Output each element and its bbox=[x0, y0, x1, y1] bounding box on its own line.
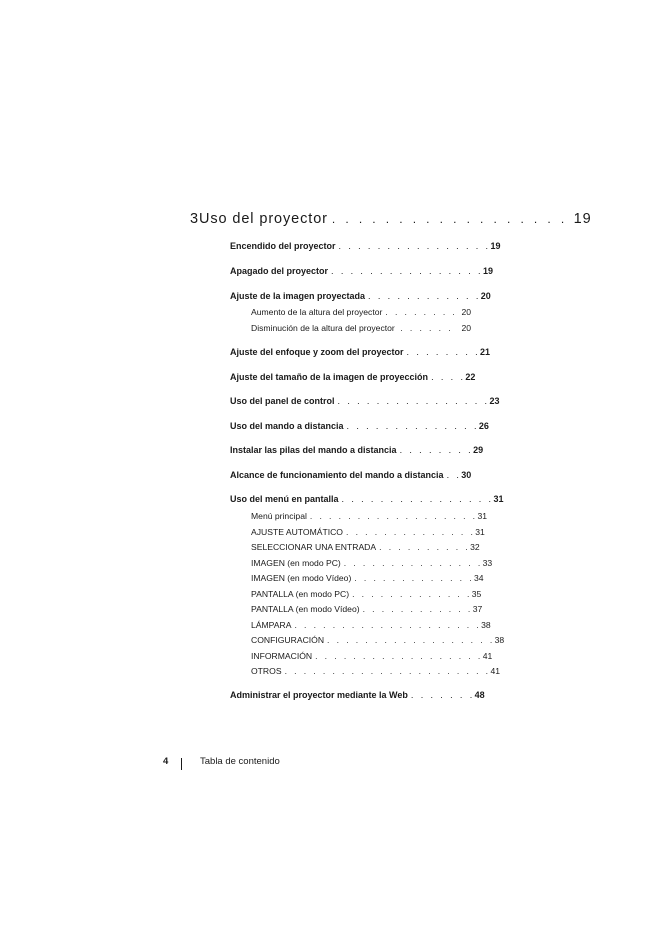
leader-dots: . . . . . . . . . . . . . . bbox=[346, 527, 476, 537]
toc-entry-title: Apagado del proyector bbox=[230, 266, 329, 276]
toc-subentry[interactable] bbox=[251, 558, 493, 572]
leader-dots: . . . . . . . bbox=[410, 690, 475, 700]
toc-entry-title: AJUSTE AUTOMÁTICO bbox=[251, 527, 343, 537]
toc-entry-title: LÁMPARA bbox=[251, 620, 292, 630]
leader-dots: . . . . . . . . . . . . . . . . . . bbox=[309, 511, 478, 521]
toc-entry-page: 35 bbox=[471, 589, 482, 599]
toc-entry-page: 20 bbox=[480, 291, 491, 301]
chapter-title: Uso del proyector bbox=[198, 211, 328, 227]
toc-entry-title: INFORMACIÓN bbox=[251, 651, 313, 661]
toc-entry-title: Alcance de funcionamiento del mando a distancia bbox=[230, 470, 444, 480]
leader-dots: . . . . . . . . . . . . . . . . . . . . . . bbox=[284, 666, 491, 676]
leader-dots: . . . . . . . . . . . . . . . bbox=[343, 558, 483, 568]
toc-entry-page: 21 bbox=[480, 347, 491, 357]
page-footer bbox=[163, 754, 280, 768]
toc-entry-title: CONFIGURACIÓN bbox=[251, 635, 325, 645]
toc-subentry[interactable] bbox=[251, 604, 483, 618]
toc-entry-page: 19 bbox=[490, 241, 501, 251]
leader-dots: . . . . . . . . . . . . . . . . . . bbox=[315, 651, 483, 661]
leader-dots: . . . . . . . . bbox=[385, 307, 458, 317]
leader-dots: . . . . . . . . . . . . . . . . bbox=[337, 396, 490, 406]
toc-entry-title: OTROS bbox=[251, 666, 282, 676]
leader-dots: . . . . . . . . . . . . . . . . . . . . bbox=[294, 620, 482, 630]
toc-entry-title: SELECCIONAR UNA ENTRADA bbox=[251, 542, 377, 552]
toc-entry[interactable] bbox=[230, 347, 491, 361]
leader-dots: . . . . . . . . . . . . bbox=[368, 291, 481, 301]
leader-dots: . . . . . . . . . . . . . . . . . . bbox=[327, 635, 495, 645]
chapter-heading[interactable] bbox=[190, 211, 592, 231]
footer-divider bbox=[181, 758, 182, 770]
toc-subentry[interactable] bbox=[251, 651, 493, 665]
toc-subentry[interactable] bbox=[251, 511, 488, 525]
toc-entry-title: Aumento de la altura del proyector bbox=[251, 307, 383, 317]
toc-entry-title: Instalar las pilas del mando a distancia bbox=[230, 445, 397, 455]
toc-entry[interactable] bbox=[230, 291, 491, 305]
toc-entry-page: 31 bbox=[477, 511, 488, 521]
leader-dots: . . . . . . . . . . . . . . . . bbox=[331, 266, 483, 276]
toc-entry[interactable] bbox=[230, 470, 471, 484]
toc-entry[interactable] bbox=[230, 494, 504, 508]
toc-entry[interactable] bbox=[230, 372, 476, 386]
toc-entry-page: 48 bbox=[474, 690, 485, 700]
toc-entry-page: 30 bbox=[461, 470, 472, 480]
toc-entry-title: Uso del menú en pantalla bbox=[230, 494, 339, 504]
toc-subentry[interactable] bbox=[251, 589, 482, 603]
toc-entry-page: 20 bbox=[461, 323, 471, 333]
toc-entry-page: 22 bbox=[465, 372, 476, 382]
leader-dots: . . . . . . . . bbox=[406, 347, 481, 357]
leader-dots: . . . . . . . . . . bbox=[379, 542, 471, 552]
toc-entry-title: Ajuste de la imagen proyectada bbox=[230, 291, 366, 301]
toc-entry-page: 38 bbox=[481, 620, 491, 630]
toc-entry-page: 26 bbox=[478, 421, 489, 431]
footer-page-number: 4 bbox=[163, 755, 169, 767]
chapter-number: 3 bbox=[190, 211, 199, 227]
leader-dots: . . . . . . . . . . . . . bbox=[352, 589, 472, 599]
leader-dots: . . . . . . bbox=[400, 323, 453, 333]
toc-entry-page: 34 bbox=[474, 573, 484, 583]
toc-entry-title: IMAGEN (en modo Vídeo) bbox=[251, 573, 352, 583]
leader-dots: . . . . . . . . . . . . . . bbox=[346, 421, 479, 431]
toc-entry[interactable] bbox=[230, 241, 501, 255]
toc-entry-page: 31 bbox=[493, 494, 504, 504]
leader-dots: . . bbox=[446, 470, 462, 480]
toc-entry-title: PANTALLA (en modo Vídeo) bbox=[251, 604, 360, 614]
toc-entry-title: Ajuste del enfoque y zoom del proyector bbox=[230, 347, 404, 357]
footer-section-title: Tabla de contenido bbox=[200, 755, 280, 767]
toc-entry[interactable] bbox=[230, 445, 484, 459]
toc-entry[interactable] bbox=[230, 266, 493, 280]
toc-entry-title: Administrar el proyector mediante la Web bbox=[230, 690, 408, 700]
toc-entry[interactable] bbox=[230, 421, 489, 435]
toc-entry-page: 41 bbox=[482, 651, 493, 661]
toc-entry-title: Encendido del proyector bbox=[230, 241, 336, 251]
toc-subentry[interactable] bbox=[251, 635, 505, 649]
toc-entry-title: PANTALLA (en modo PC) bbox=[251, 589, 350, 599]
toc-subentry[interactable] bbox=[251, 323, 471, 337]
toc-entry-page: 19 bbox=[482, 266, 493, 276]
chapter-page: 19 bbox=[573, 211, 592, 227]
toc-subentry[interactable] bbox=[251, 666, 500, 680]
toc-entry-title: Uso del mando a distancia bbox=[230, 421, 344, 431]
toc-entry-title: IMAGEN (en modo PC) bbox=[251, 558, 341, 568]
toc-entry[interactable] bbox=[230, 396, 500, 410]
toc-entry-page: 29 bbox=[473, 445, 484, 455]
toc-subentry[interactable] bbox=[251, 573, 484, 587]
toc-entry-page: 33 bbox=[482, 558, 493, 568]
toc-entry-title: Menú principal bbox=[251, 511, 307, 521]
toc-entry-page: 23 bbox=[489, 396, 500, 406]
toc-entry-title: Uso del panel de control bbox=[230, 396, 335, 406]
toc-subentry[interactable] bbox=[251, 542, 480, 556]
toc-entry-page: 31 bbox=[475, 527, 485, 537]
toc-entry-title: Ajuste del tamaño de la imagen de proyección bbox=[230, 372, 429, 382]
leader-dots: . . . . . . . . . . . . . . . . . . bbox=[331, 212, 568, 226]
toc-entry-page: 20 bbox=[461, 307, 471, 317]
leader-dots: . . . . . . . . . . . . . . . . bbox=[338, 241, 491, 251]
leader-dots: . . . . . . . . . . . . bbox=[362, 604, 473, 614]
toc-entry-page: 37 bbox=[472, 604, 483, 614]
toc-entry-page: 41 bbox=[490, 666, 500, 676]
toc-subentry[interactable] bbox=[251, 307, 471, 321]
toc-entry-page: 32 bbox=[470, 542, 480, 552]
leader-dots: . . . . . . . . . . . . . bbox=[354, 573, 475, 583]
toc-entry-page: 38 bbox=[494, 635, 505, 645]
toc-subentry[interactable] bbox=[251, 620, 491, 634]
toc-entry[interactable] bbox=[230, 690, 485, 704]
leader-dots: . . . . bbox=[431, 372, 466, 382]
leader-dots: . . . . . . . . bbox=[399, 445, 474, 455]
leader-dots: . . . . . . . . . . . . . . . . bbox=[341, 494, 494, 504]
toc-subentry[interactable] bbox=[251, 527, 485, 541]
toc-entry-title: Disminución de la altura del proyector bbox=[251, 323, 395, 333]
